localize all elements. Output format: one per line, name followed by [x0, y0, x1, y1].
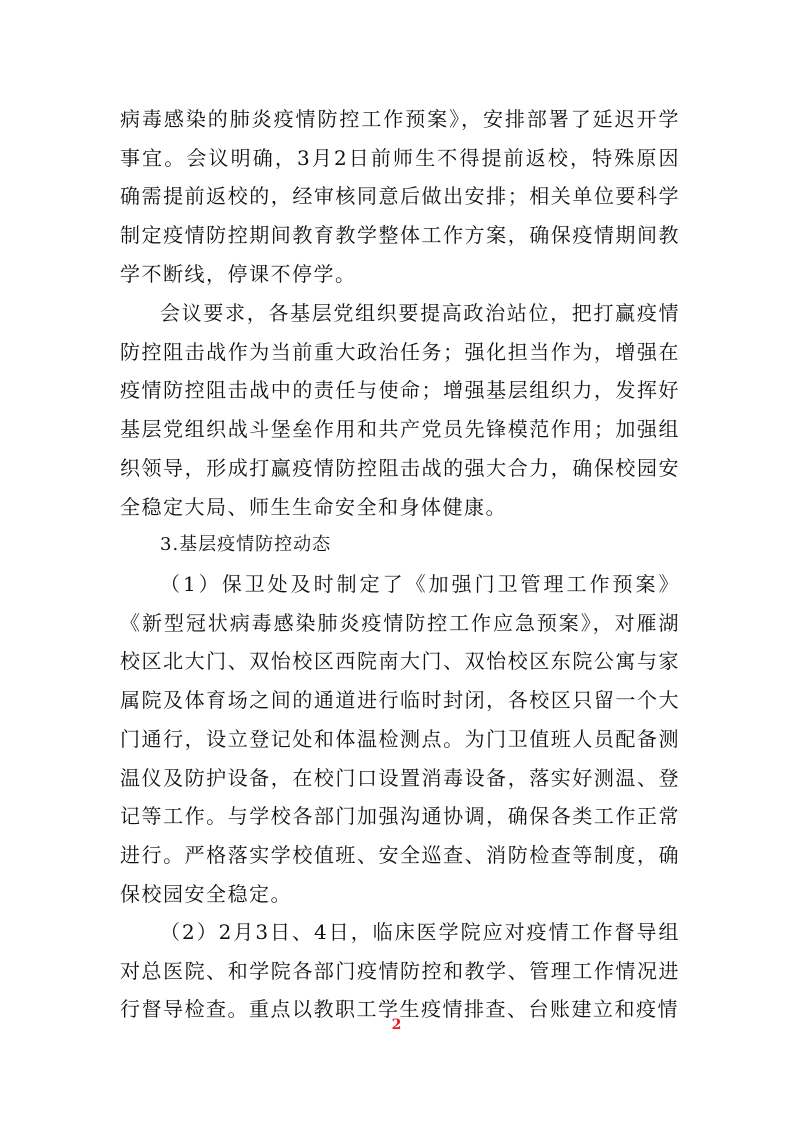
section-heading: 3.基层疫情防控动态 [160, 534, 332, 555]
paragraph-2: 会议要求，各基层党组织要提高政治站位，把打赢疫情防控阻击战作为当前重大政治任务；强化担当作为，增强在疫情防控阻击战中的责任与使命；增强基层组织力，发挥好基层党组织战斗堡垒作用和共产党员先锋模范作用；加强组织领导，形成打赢疫情防控阻击战的强大合力，确保校园安全稳定大局、师生生命安全和身体健康。 [120, 301, 680, 519]
paragraph-3: （1）保卫处及时制定了《加强门卫管理工作预案》《新型冠状病毒感染肺炎疫情防控工作应急预案》，对雁湖校区北大门、双怡校区西院南大门、双怡校区东院公寓与家属院及体育场之间的通道进行临时封闭，各校区只留一个大门通行，设立登记处和体温检测点。为门卫值班人员配备测温仪及防护设备，在校门口设置消毒设备，落实好测温、登记等工作。与学校各部门加强沟通协调，确保各类工作正常进行。严格落实学校值班、安全巡查、消防检查等制度，确保校园安全稳定。 [120, 572, 680, 906]
paragraph-1: 病毒感染的肺炎疫情防控工作预案》，安排部署了延迟开学事宜。会议明确，3月2日前师生不得提前返校，特殊原因确需提前返校的，经审核同意后做出安排；相关单位要科学制定疫情防控期间教育教学整体工作方案，确保疫情期间教学不断线，停课不停学。 [120, 107, 680, 286]
page-number: 2 [391, 1017, 402, 1033]
paragraph-4: （2）2月3日、4日，临床医学院应对疫情工作督导组对总医院、和学院各部门疫情防控和教学、管理工作情况进行督导检查。重点以教职工学生疫情排查、台账建立和疫情 [120, 920, 680, 1022]
